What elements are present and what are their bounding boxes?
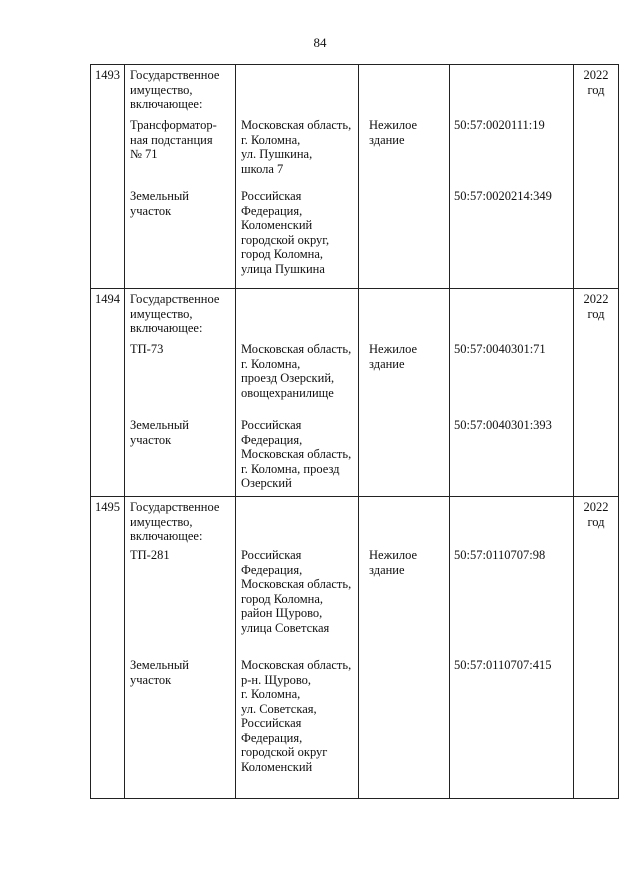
object-address: Российская Федерация, Московская область, г. Коломна, проезд Озерский [241,418,352,490]
object-address: Российская Федерация, Московская область, город Коломна, район Щурово, улица Советская [241,548,352,635]
object-name: Трансформатор- ная подстанция № 71 [130,118,217,161]
object-name-cell [125,497,236,799]
address-cell [236,65,359,289]
cadastral-number: 50:57:0110707:415 [454,658,552,672]
page-number: 84 [313,35,327,50]
object-name: Земельный участок [130,658,189,687]
object-address: Московская область, р-н. Щурово, г. Коломна, ул. Советская, Российская Федерация, городской округ Коломенский [241,658,352,774]
object-address: Российская Федерация, Коломенский городской округ, город Коломна, улица Пушкина [241,189,330,276]
group-header: Государственное имущество, включающее: [130,292,220,335]
object-name: Земельный участок [130,418,189,447]
cadastral-number: 50:57:0020111:19 [454,118,545,132]
entry-number: 1494 [91,289,125,497]
purpose-cell [359,289,450,497]
cadastral-cell [450,497,574,799]
purpose-cell [359,497,450,799]
entry-year: 2022 год [574,497,619,799]
cadastral-number: 50:57:0040301:71 [454,342,546,356]
address-cell [236,497,359,799]
cadastral-number: 50:57:0040301:393 [454,418,552,432]
entry-number: 1493 [91,65,125,289]
purpose-cell [359,65,450,289]
group-header: Государственное имущество, включающее: [130,500,220,543]
object-name: ТП-281 [130,548,170,562]
object-name: Земельный участок [130,189,189,218]
table-row [91,65,619,289]
object-address: Московская область, г. Коломна, ул. Пушкина, школа 7 [241,118,352,176]
table-row [91,289,619,497]
object-purpose: Нежилое здание [369,342,418,371]
property-registry-table [90,64,619,799]
object-name-cell [125,289,236,497]
entry-year: 2022 год [574,289,619,497]
cadastral-cell [450,65,574,289]
address-cell [236,289,359,497]
group-header: Государственное имущество, включающее: [130,68,220,111]
cadastral-number: 50:57:0020214:349 [454,189,552,203]
object-name-cell [125,65,236,289]
table-row [91,497,619,799]
cadastral-number: 50:57:0110707:98 [454,548,546,562]
object-purpose: Нежилое здание [369,118,418,147]
object-name: ТП-73 [130,342,164,356]
object-address: Московская область, г. Коломна, проезд Озерский, овощехранилище [241,342,352,400]
entry-number: 1495 [91,497,125,799]
cadastral-cell [450,289,574,497]
object-purpose: Нежилое здание [369,548,418,577]
entry-year: 2022 год [574,65,619,289]
